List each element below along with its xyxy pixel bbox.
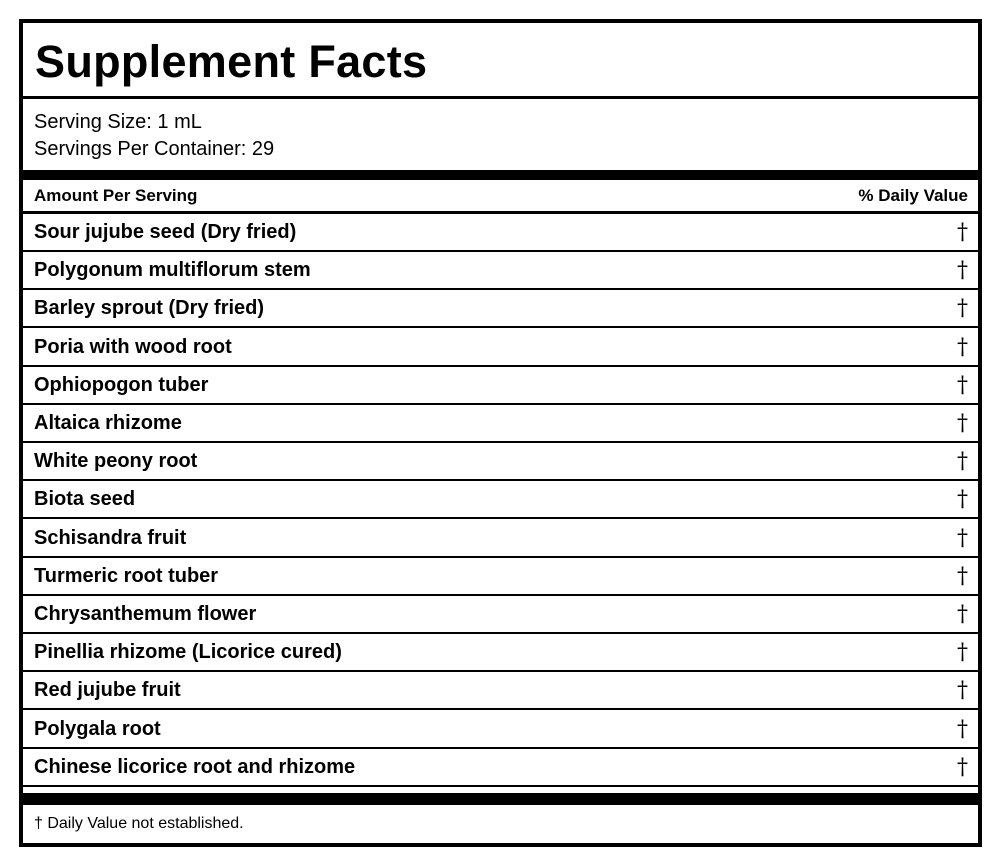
daily-value-dagger: †: [957, 563, 968, 589]
ingredient-name: Barley sprout (Dry fried): [34, 297, 265, 320]
ingredient-row: [23, 558, 978, 596]
ingredient-name: Polygala root: [34, 717, 161, 740]
serving-size: Serving Size: 1 mL: [34, 111, 202, 133]
ingredient-name: Sour jujube seed (Dry fried): [34, 221, 297, 243]
daily-value-header: % Daily Value: [858, 186, 968, 205]
daily-value-dagger: †: [957, 640, 968, 666]
ingredient-name: White peony root: [34, 450, 198, 473]
daily-value-dagger: †: [957, 411, 968, 436]
daily-value-dagger: †: [957, 296, 968, 322]
thick-divider-bottom: [23, 793, 978, 805]
ingredient-row: [23, 481, 978, 519]
ingredient-row: [23, 520, 978, 558]
ingredient-row: [23, 596, 978, 634]
daily-value-dagger: †: [957, 372, 968, 398]
daily-value-dagger: †: [957, 220, 968, 245]
ingredient-name: Chrysanthemum flower: [34, 603, 257, 625]
daily-value-dagger: †: [957, 525, 968, 551]
ingredient-name: Biota seed: [34, 488, 136, 511]
ingredient-name: Turmeric root tuber: [34, 564, 219, 587]
ingredient-name: Red jujube fruit: [34, 679, 181, 702]
ingredient-name: Pinellia rhizome (Licorice cured): [34, 641, 342, 664]
daily-value-dagger: †: [957, 487, 968, 513]
ingredient-row: [23, 634, 978, 672]
ingredient-row: [23, 672, 978, 710]
ingredient-row: [23, 443, 978, 481]
daily-value-dagger: †: [957, 602, 968, 627]
daily-value-dagger: †: [957, 258, 968, 284]
ingredient-name: Polygonum multiflorum stem: [34, 259, 311, 282]
daily-value-dagger: †: [957, 334, 968, 360]
daily-value-dagger: †: [957, 754, 968, 780]
supplement-facts-panel: [19, 19, 982, 847]
ingredient-row: [23, 329, 978, 367]
daily-value-dagger: †: [957, 678, 968, 704]
ingredient-name: Altaica rhizome: [34, 412, 182, 434]
panel-title: Supplement Facts: [35, 36, 428, 87]
ingredient-name: Ophiopogon tuber: [34, 373, 209, 396]
daily-value-dagger: †: [957, 716, 968, 742]
ingredient-row: [23, 711, 978, 749]
ingredient-row: [23, 749, 978, 787]
ingredient-name: Poria with wood root: [34, 335, 232, 358]
ingredient-row: [23, 290, 978, 328]
ingredient-row: [23, 405, 978, 443]
footnote: † Daily Value not established.: [34, 815, 244, 832]
thick-divider-top: [23, 170, 978, 180]
ingredient-row: [23, 214, 978, 252]
ingredient-name: Chinese licorice root and rhizome: [34, 755, 356, 778]
daily-value-dagger: †: [957, 449, 968, 475]
ingredient-name: Schisandra fruit: [34, 526, 187, 549]
ingredient-row: [23, 252, 978, 290]
amount-per-serving-header: Amount Per Serving: [34, 186, 198, 205]
servings-per-container: Servings Per Container: 29: [34, 138, 275, 160]
title-divider: [23, 96, 978, 99]
ingredient-row: [23, 367, 978, 405]
